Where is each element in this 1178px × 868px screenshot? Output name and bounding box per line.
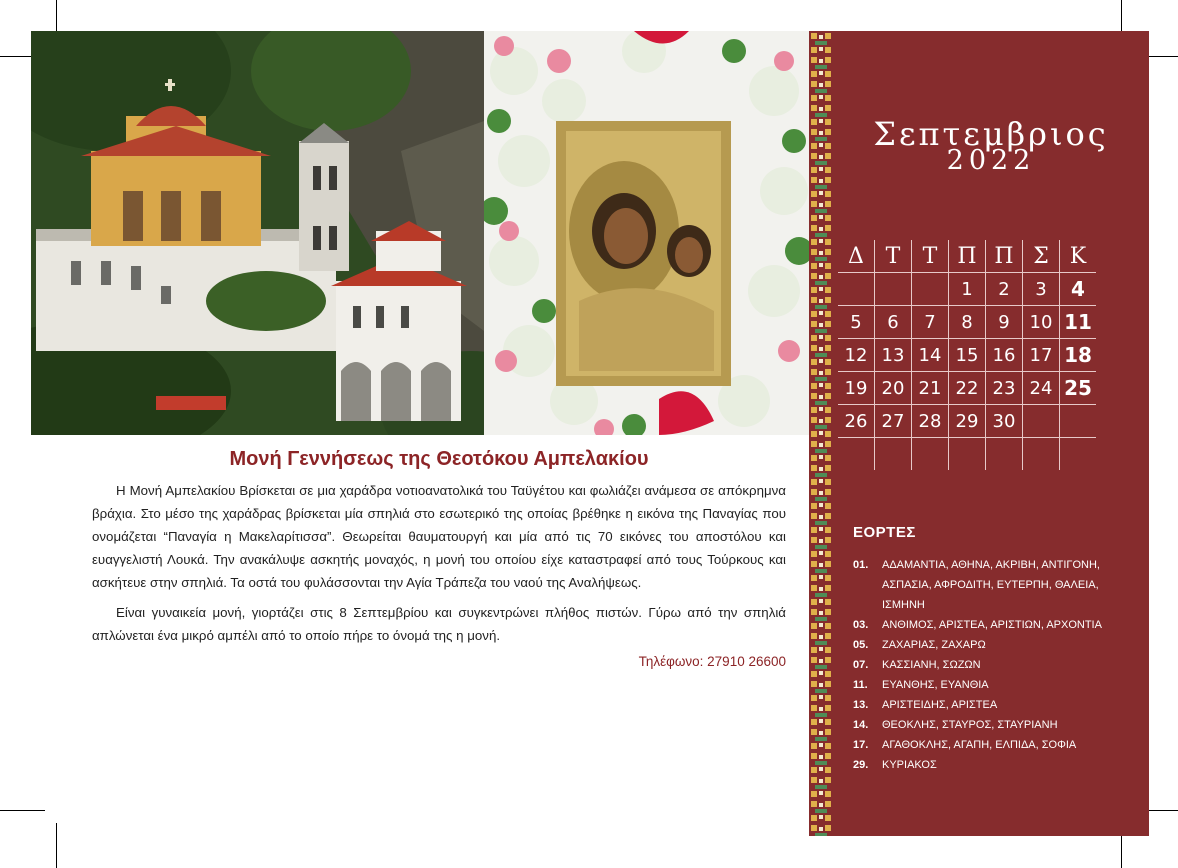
day-cell: 7 [912,306,949,339]
feast-names: ΑΔΑΜΑΝΤΙΑ, ΑΘΗΝΑ, ΑΚΡΙΒΗ, ΑΝΤΙΓΟΝΗ, [882,559,1100,571]
day-cell-sunday [1060,438,1097,471]
day-cell: 13 [875,339,912,372]
day-cell: 15 [949,339,986,372]
phone-number: Τηλέφωνο: 27910 26600 [638,654,786,669]
weekday-label: Τ [912,240,949,273]
month-name: Σεπτεμβριος [873,115,1109,153]
day-cell [986,438,1023,471]
article-paragraph: Η Μονή Αμπελακίου Βρίσκεται σε μια χαράδρα νοτιοανατολικά του Ταϋγέτου και φωλιάζει ανάμεσα σε απόκρημνα βράχια. Στο μέσο της χαράδρας βρίσκεται μία σπηλιά στο εσωτερικό της οποίας βρέθηκε η εικόνα της Παναγίας που ονομάζεται “Παναγία η Μακελαρίτισσα”. Θεωρείται θαυματουργή και μία από τις 70 εικόνες του αποστόλου και ευαγγελιστή Λουκά. Την ανακάλυψε ασκητής μοναχός, η μονή του οποίου είχε καταστραφεί από τους Τούρκους και ασκήτευε στην σπηλιά. Τα οστά του φυλάσσονται την Αγία Τράπεζα του ναού της Αναλήψεως. [92,483,786,590]
weekday-label: Τ [875,240,912,273]
day-cell-sunday [1060,405,1097,438]
day-cell [838,438,875,471]
day-cell: 28 [912,405,949,438]
feast-day: 13. [853,699,869,711]
day-cell: 14 [912,339,949,372]
day-cell [838,273,875,306]
week-row [838,405,1096,438]
feast-names: ΑΡΙΣΤΕΙΔΗΣ, ΑΡΙΣΤΕΑ [882,699,998,711]
weekday-label: Κ [1060,240,1097,273]
weekday-label: Σ [1023,240,1060,273]
feast-names: ΚΥΡΙΑΚΟΣ [882,759,937,771]
feast-names: ΑΣΠΑΣΙΑ, ΑΦΡΟΔΙΤΗ, ΕΥΤΕΡΠΗ, ΘΑΛΕΙΑ, ΙΣΜΗΝΗ [882,579,1099,611]
day-cell [912,273,949,306]
day-cell [875,438,912,471]
feast-day: 11. [853,679,868,691]
day-cell: 6 [875,306,912,339]
week-row [838,306,1096,339]
day-cell: 29 [949,405,986,438]
feast-names: ΕΥΑΝΘΗΣ, ΕΥΑΝΘΙΑ [882,679,989,691]
weekday-label: Π [949,240,986,273]
day-cell [949,438,986,471]
feast-day: 05. [853,639,869,651]
day-cell-sunday: 18 [1060,339,1097,372]
weekday-label: Π [986,240,1023,273]
feasts-list [853,524,1133,775]
feast-day: 03. [853,619,869,631]
article-paragraph: Είναι γυναικεία μονή, γιορτάζει στις 8 Σεπτεμβρίου και συγκεντρώνει πλήθος πιστών. Γύρω από την σπηλιά απλώνεται ένα μικρό αμπέλι από το οποίο πήρε το όνομά της η μονή. [92,605,786,643]
week-row [838,273,1096,306]
day-cell: 24 [1023,372,1060,405]
day-cell: 16 [986,339,1023,372]
week-row [838,339,1096,372]
feast-item [853,755,1133,775]
feast-item [853,675,1133,695]
day-cell [1023,438,1060,471]
feast-item [853,735,1133,755]
feasts-heading: ΕΟΡΤΕΣ [853,524,916,541]
feast-day: 07. [853,659,869,671]
feast-day [853,575,882,615]
day-cell [875,273,912,306]
day-cell: 23 [986,372,1023,405]
day-cell: 17 [1023,339,1060,372]
icon-photo [484,31,809,435]
feast-names: ΑΝΘΙΜΟΣ, ΑΡΙΣΤΕΑ, ΑΡΙΣΤΙΩΝ, ΑΡΧΟΝΤΙΑ [882,619,1102,631]
day-cell: 8 [949,306,986,339]
day-cell: 20 [875,372,912,405]
feast-item [853,695,1133,715]
feast-item [853,715,1133,735]
feast-names: ΖΑΧΑΡΙΑΣ, ΖΑΧΑΡΩ [882,639,986,651]
day-cell: 22 [949,372,986,405]
day-cell [912,438,949,471]
crop-mark [56,823,57,868]
feast-item [853,635,1133,655]
day-cell: 26 [838,405,875,438]
crop-mark [0,810,45,811]
day-cell-sunday: 11 [1060,306,1097,339]
feast-names: ΘΕΟΚΛΗΣ, ΣΤΑΥΡΟΣ, ΣΤΑΥΡΙΑΝΗ [882,719,1058,731]
calendar-grid [838,240,1096,470]
day-cell: 10 [1023,306,1060,339]
day-cell: 21 [912,372,949,405]
article [92,448,786,669]
feast-item [853,555,1133,575]
feast-day: 17. [853,739,869,751]
day-cell: 9 [986,306,1023,339]
day-cell: 27 [875,405,912,438]
day-cell-sunday: 4 [1060,273,1097,306]
day-cell: 30 [986,405,1023,438]
feast-names: ΚΑΣΣΙΑΝΗ, ΣΩΖΩΝ [882,659,981,671]
day-cell: 19 [838,372,875,405]
day-cell: 1 [949,273,986,306]
day-cell: 3 [1023,273,1060,306]
week-row [838,438,1096,471]
week-row [838,372,1096,405]
feast-day: 14. [853,719,869,731]
weekday-label: Δ [838,240,875,273]
feast-names: ΑΓΑΘΟΚΛΗΣ, ΑΓΑΠΗ, ΕΛΠΙΔΑ, ΣΟΦΙΑ [882,739,1077,751]
feast-item [853,575,1133,615]
feast-day: 01. [853,559,869,571]
day-cell: 5 [838,306,875,339]
article-title: Μονή Γεννήσεως της Θεοτόκου Αμπελακίου [229,448,649,470]
weekday-row [838,240,1096,273]
day-cell-sunday: 25 [1060,372,1097,405]
feast-item [853,615,1133,635]
day-cell [1023,405,1060,438]
monastery-photo [31,31,484,435]
day-cell: 2 [986,273,1023,306]
day-cell: 12 [838,339,875,372]
feast-day: 29. [853,759,869,771]
month-year: 2022 [946,145,1036,176]
feast-item [853,655,1133,675]
ornamental-border [809,31,833,836]
